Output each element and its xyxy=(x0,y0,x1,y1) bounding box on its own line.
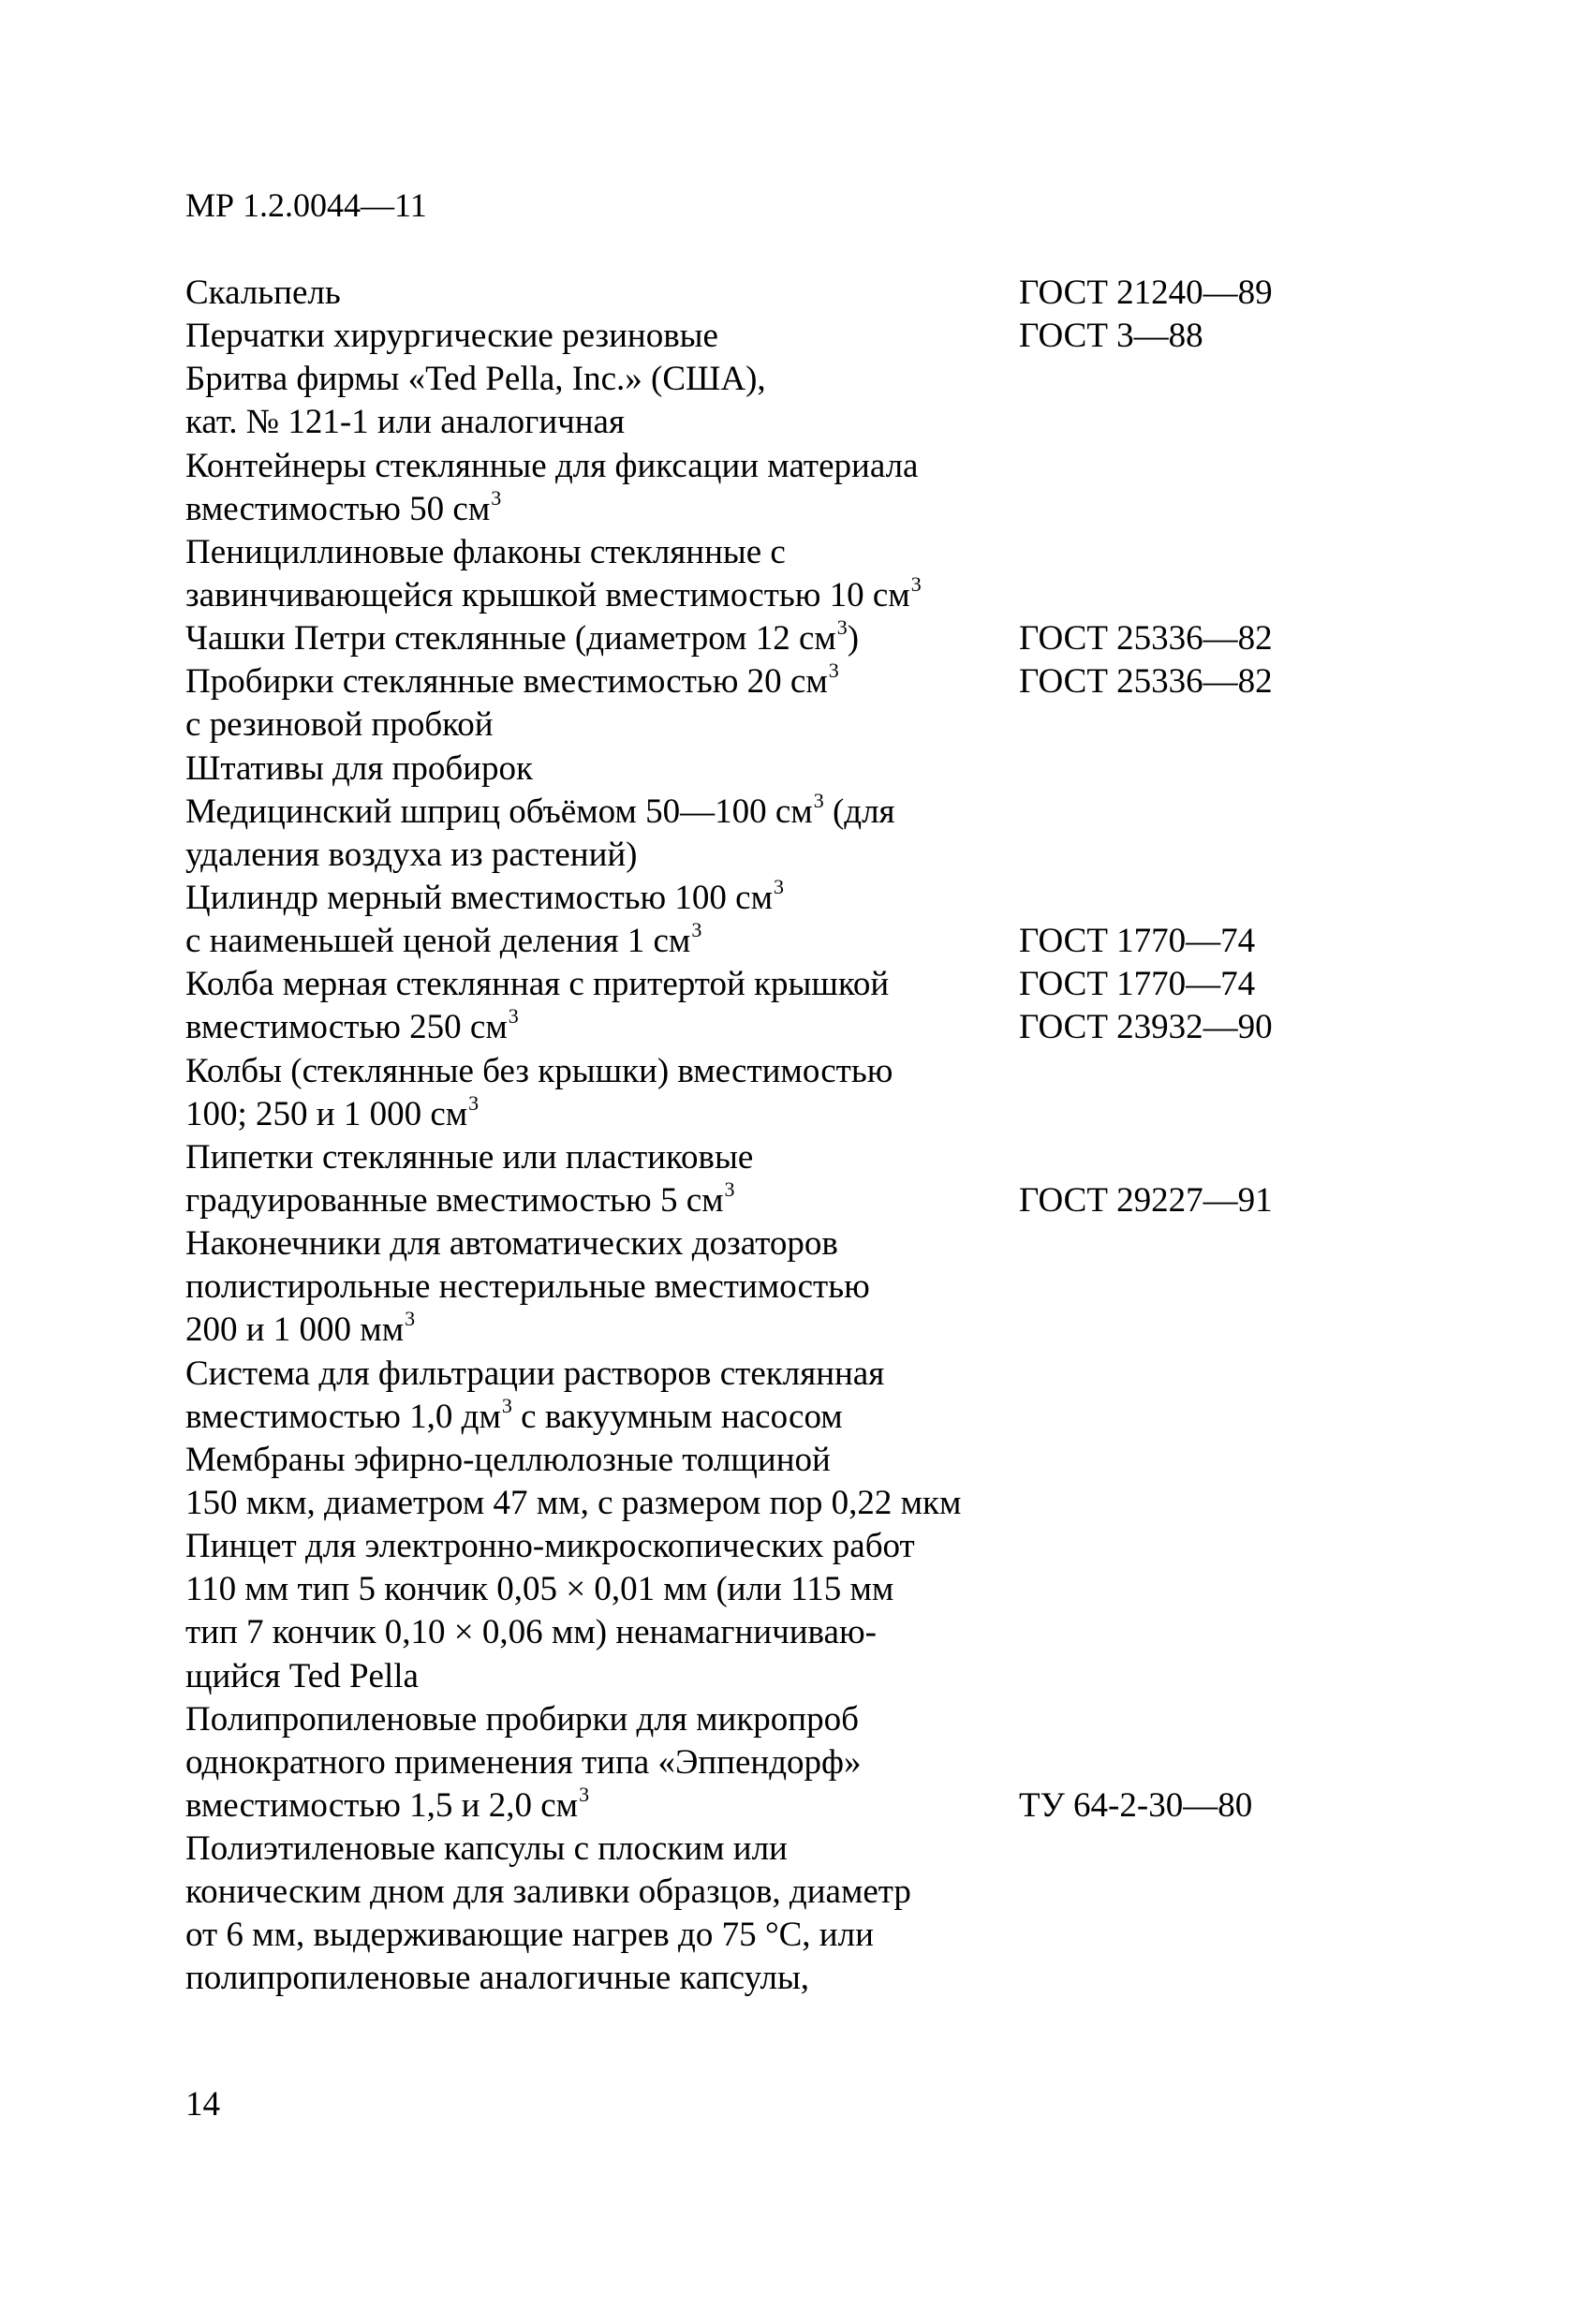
list-line xyxy=(185,1439,1394,1482)
item-text-main: Мембраны эфирно-целлюлозные толщиной xyxy=(185,1440,831,1479)
list-line xyxy=(185,485,1394,531)
item-text-main: Полипропиленовые пробирки для микропроб xyxy=(185,1699,859,1739)
page-number: 14 xyxy=(185,2085,220,2124)
item-text xyxy=(185,920,701,967)
item-text xyxy=(185,401,625,444)
list-line xyxy=(185,272,1394,315)
item-text xyxy=(185,1222,838,1266)
standard-reference: ГОСТ 25336—82 xyxy=(1019,662,1273,702)
item-text-main: Цилиндр мерный вместимостью 100 см xyxy=(185,878,773,917)
equipment-list xyxy=(185,272,1394,2001)
list-line xyxy=(185,1871,1394,1914)
standard-reference: ГОСТ 25336—82 xyxy=(1019,619,1273,659)
item-text-main: Контейнеры стеклянные для фиксации материала xyxy=(185,446,919,485)
item-text xyxy=(185,1741,862,1784)
item-text-main: с наименьшей ценой деления 1 см xyxy=(185,922,691,961)
item-text-main: щийся Ted Pella xyxy=(185,1656,419,1695)
item-text xyxy=(185,1090,480,1140)
list-line xyxy=(185,963,1394,1006)
list-line xyxy=(185,1784,1394,1828)
unit-superscript: 3 xyxy=(691,918,702,942)
item-text-main: Пробирки стеклянные вместимостью 20 см xyxy=(185,662,828,702)
list-line xyxy=(185,1698,1394,1741)
item-text-main: градуированные вместимостью 5 см xyxy=(185,1180,724,1220)
list-line xyxy=(185,1482,1394,1525)
item-text-tail: с вакуумным насосом xyxy=(511,1397,843,1436)
item-text-main: однократного применения типа «Эппендорф» xyxy=(185,1742,862,1782)
list-line xyxy=(185,571,1394,617)
item-text-main: 150 мкм, диаметром 47 мм, с размером пор 0,22 мкм xyxy=(185,1483,962,1522)
unit-superscript: 3 xyxy=(910,571,922,596)
list-line xyxy=(185,788,1394,834)
list-line xyxy=(185,920,1394,963)
item-text xyxy=(185,485,502,535)
item-text-main: 200 и 1 000 мм xyxy=(185,1310,405,1350)
list-line xyxy=(185,1179,1394,1222)
list-line xyxy=(185,1353,1394,1396)
item-text xyxy=(185,1568,893,1611)
item-text xyxy=(185,1698,859,1741)
list-line xyxy=(185,1525,1394,1568)
standard-reference: ГОСТ 23932—90 xyxy=(1019,1008,1273,1047)
list-line xyxy=(185,1741,1394,1784)
item-text-main: Пенициллиновые флаконы стеклянные с xyxy=(185,532,786,571)
item-text xyxy=(185,1525,915,1568)
document-code: МР 1.2.0044—11 xyxy=(185,186,427,224)
item-text xyxy=(185,1828,788,1871)
unit-superscript: 3 xyxy=(828,659,839,683)
standard-reference: ТУ 64-2-30—80 xyxy=(1019,1785,1253,1825)
item-text-tail: ) xyxy=(847,619,860,659)
list-line xyxy=(185,1828,1394,1871)
list-line xyxy=(185,703,1394,747)
unit-superscript: 3 xyxy=(813,788,824,812)
list-line xyxy=(185,1266,1394,1309)
item-text xyxy=(185,571,922,621)
list-line xyxy=(185,1914,1394,1957)
unit-superscript: 3 xyxy=(508,1004,519,1029)
item-text xyxy=(185,1871,911,1914)
standard-reference: ГОСТ 3—88 xyxy=(1019,317,1203,356)
standard-reference: ГОСТ 1770—74 xyxy=(1019,965,1256,1004)
item-text xyxy=(185,874,784,924)
list-line xyxy=(185,1957,1394,2000)
item-text xyxy=(185,1266,870,1309)
list-line xyxy=(185,1309,1394,1352)
item-text xyxy=(185,660,839,707)
item-text xyxy=(185,1179,735,1226)
item-text xyxy=(185,272,341,315)
list-line xyxy=(185,660,1394,703)
list-line xyxy=(185,874,1394,920)
item-text-main: Пипетки стеклянные или пластиковые xyxy=(185,1137,754,1177)
item-text-main: завинчивающейся крышкой вместимостью 10 см xyxy=(185,575,910,614)
item-text-main: вместимостью 250 см xyxy=(185,1008,508,1047)
list-line xyxy=(185,401,1394,444)
list-line xyxy=(185,1393,1394,1439)
item-text xyxy=(185,1784,589,1831)
list-line xyxy=(185,1222,1394,1266)
item-text-main: удаления воздуха из растений) xyxy=(185,835,638,874)
unit-superscript: 3 xyxy=(468,1090,480,1115)
item-text-tail: (для xyxy=(823,792,895,831)
item-text xyxy=(185,834,638,877)
item-text-main: Скальпель xyxy=(185,274,341,312)
item-text-main: с резиновой пробкой xyxy=(185,705,494,745)
item-text-main: Колбы (стеклянные без крышки) вместимостью xyxy=(185,1051,893,1090)
item-text xyxy=(185,617,859,664)
item-text-main: Чашки Петри стеклянные (диаметром 12 см xyxy=(185,619,836,659)
list-line xyxy=(185,834,1394,877)
item-text-main: полистирольные нестерильные вместимостью xyxy=(185,1267,870,1307)
list-line xyxy=(185,1136,1394,1179)
item-text xyxy=(185,788,895,837)
list-line xyxy=(185,1655,1394,1698)
item-text xyxy=(185,1655,419,1698)
unit-superscript: 3 xyxy=(724,1177,735,1201)
item-text-main: полипропиленовые аналогичные капсулы, xyxy=(185,1959,810,1998)
item-text xyxy=(185,315,718,358)
list-line xyxy=(185,1006,1394,1049)
item-text-main: 100; 250 и 1 000 см xyxy=(185,1094,468,1133)
item-text-main: Штативы для пробирок xyxy=(185,748,533,788)
list-line xyxy=(185,1611,1394,1654)
item-text xyxy=(185,963,889,1006)
item-text xyxy=(185,1006,519,1053)
standard-reference: ГОСТ 29227—91 xyxy=(1019,1180,1273,1220)
item-text-main: коническим дном для заливки образцов, диаметр xyxy=(185,1873,911,1912)
item-text xyxy=(185,358,766,401)
item-text-main: Медицинский шприц объёмом 50—100 см xyxy=(185,792,813,831)
item-text-main: Полиэтиленовые капсулы с плоским или xyxy=(185,1829,788,1869)
item-text xyxy=(185,703,494,747)
item-text xyxy=(185,1957,809,2000)
item-text-main: вместимостью 50 см xyxy=(185,489,491,528)
list-line xyxy=(185,445,1394,488)
item-text xyxy=(185,1611,877,1654)
standard-reference: ГОСТ 21240—89 xyxy=(1019,274,1273,312)
unit-superscript: 3 xyxy=(405,1307,416,1331)
item-text xyxy=(185,445,918,488)
item-text-main: вместимостью 1,5 и 2,0 см xyxy=(185,1785,579,1825)
list-line xyxy=(185,531,1394,574)
item-text xyxy=(185,1136,753,1179)
unit-superscript: 3 xyxy=(836,615,848,640)
item-text xyxy=(185,1353,884,1396)
item-text xyxy=(185,1914,874,1957)
item-text xyxy=(185,1309,415,1355)
item-text-main: 110 мм тип 5 кончик 0,05 × 0,01 мм (или 115 мм xyxy=(185,1570,894,1609)
list-line xyxy=(185,358,1394,401)
item-text-main: Бритва фирмы «Ted Pella, Inc.» (США), xyxy=(185,360,766,399)
list-line xyxy=(185,1090,1394,1136)
list-line xyxy=(185,748,1394,791)
unit-superscript: 3 xyxy=(579,1782,590,1806)
item-text-main: Перчатки хирургические резиновые xyxy=(185,317,718,356)
item-text-main: Система для фильтрации растворов стеклянная xyxy=(185,1354,885,1393)
item-text xyxy=(185,1050,893,1093)
list-line xyxy=(185,1568,1394,1611)
item-text-main: Пинцет для электронно-микроскопических работ xyxy=(185,1527,915,1566)
item-text xyxy=(185,1393,843,1443)
item-text-main: Наконечники для автоматических дозаторов xyxy=(185,1224,838,1264)
unit-superscript: 3 xyxy=(491,485,502,510)
item-text xyxy=(185,1482,961,1525)
standard-reference: ГОСТ 1770—74 xyxy=(1019,922,1256,961)
unit-superscript: 3 xyxy=(773,874,784,898)
list-line xyxy=(185,315,1394,358)
item-text xyxy=(185,531,786,574)
list-line xyxy=(185,617,1394,660)
list-line xyxy=(185,1050,1394,1093)
item-text-main: кат. № 121-1 или аналогичная xyxy=(185,403,625,442)
item-text-main: тип 7 кончик 0,10 × 0,06 мм) ненамагничиваю- xyxy=(185,1613,877,1652)
item-text-main: Колба мерная стеклянная с притертой крышкой xyxy=(185,965,890,1004)
item-text xyxy=(185,1439,831,1482)
item-text-main: вместимостью 1,0 дм xyxy=(185,1397,501,1436)
item-text xyxy=(185,748,533,791)
item-text-main: от 6 мм, выдерживающие нагрев до 75 °С, или xyxy=(185,1916,874,1955)
unit-superscript: 3 xyxy=(501,1393,512,1417)
